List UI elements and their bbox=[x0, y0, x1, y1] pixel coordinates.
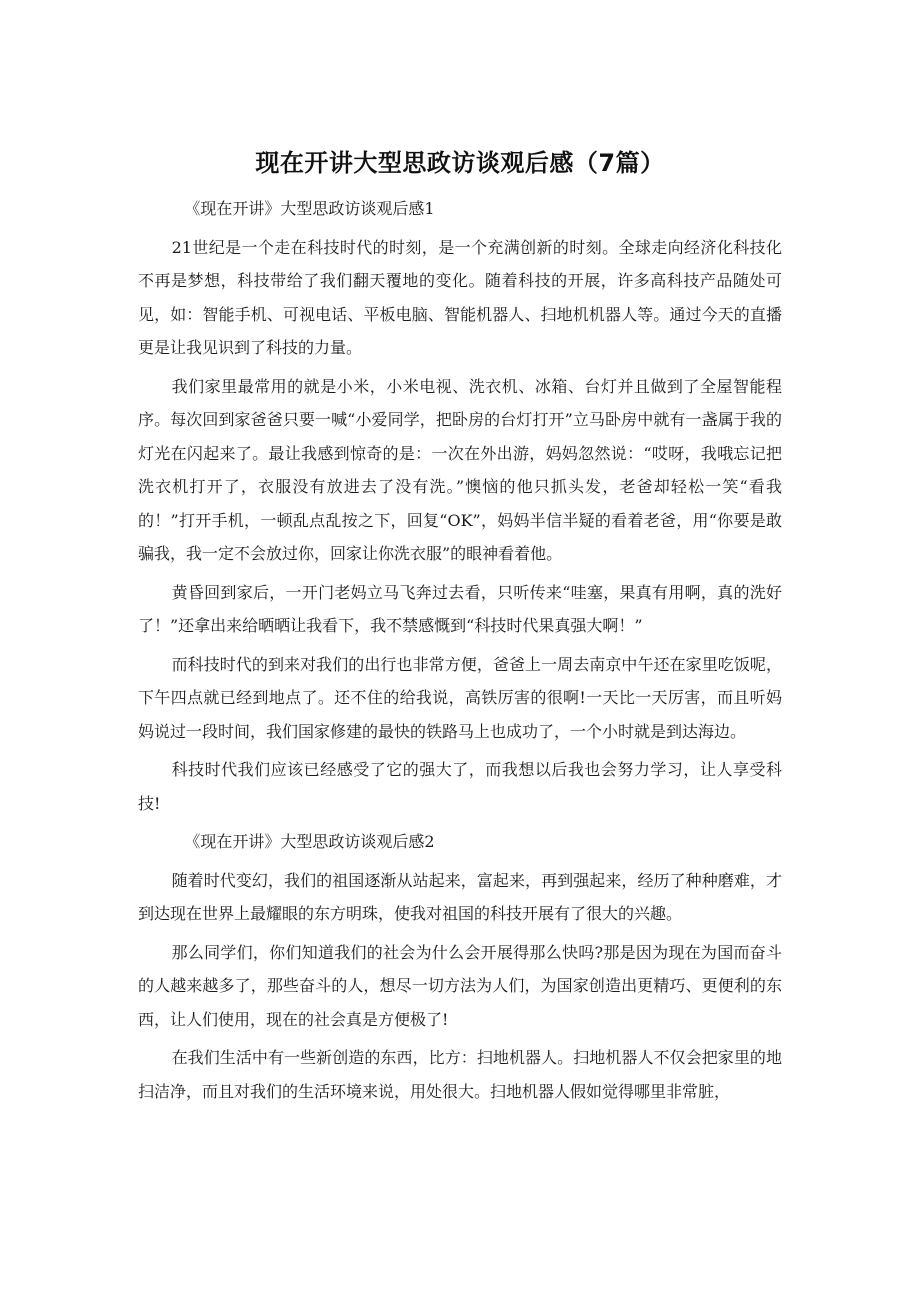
paragraph: 而科技时代的到来对我们的出行也非常方便，爸爸上一周去南京中午还在家里吃饭呢，下午四点就已经到地点了。还不住的给我说，高铁厉害的很啊!一天比一天厉害，而且听妈妈说过一段时间，我们国家修建的最快的铁路马上也成功了，一个小时就是到达海边。 bbox=[138, 654, 782, 741]
paragraph: 那么同学们，你们知道我们的社会为什么会开展得那么快吗?那是因为现在为国而奋斗的人越来越多了，那些奋斗的人，想尽一切方法为人们，为国家创造出更精巧、更便利的东西，让人们使用，现在的社会真是方便极了! bbox=[138, 942, 782, 1029]
paragraph: 我们家里最常用的就是小米，小米电视、洗衣机、冰箱、台灯并且做到了全屋智能程序。每次回到家爸爸只要一喊“小爱同学，把卧房的台灯打开”立马卧房中就有一盏属于我的灯光在闪起来了。最让我感到惊奇的是：一次在外出游，妈妈忽然说：“哎呀，我哦忘记把洗衣机打开了，衣服没有放进去了没有洗。”懊恼的他只抓头发，老爸却轻松一笑“看我的！”打开手机，一顿乱点乱按之下，回复“OK”，妈妈半信半疑的看着老爸，用“你要是敢骗我，我一定不会放过你，回家让你洗衣服”的眼神看着他。 bbox=[138, 376, 782, 563]
section-heading-2: 《现在开讲》大型思政访谈观后感2 bbox=[184, 832, 435, 851]
section-heading-1: 《现在开讲》大型思政访谈观后感1 bbox=[184, 199, 435, 218]
paragraph: 在我们生活中有一些新创造的东西，比方：扫地机器人。扫地机器人不仅会把家里的地扫洁净，而且对我们的生活环境来说，用处很大。扫地机器人假如觉得哪里非常脏， bbox=[138, 1048, 782, 1101]
paragraph: 随着时代变幻，我们的祖国逐渐从站起来，富起来，再到强起来，经历了种种磨难，才到达现在世界上最耀眼的东方明珠，使我对祖国的科技开展有了很大的兴趣。 bbox=[138, 870, 782, 923]
paragraph: 黄昏回到家后，一开门老妈立马飞奔过去看，只听传来“哇塞，果真有用啊，真的洗好了！”还拿出来给晒晒让我看下，我不禁感慨到“科技时代果真强大啊！” bbox=[138, 582, 782, 635]
document-body bbox=[138, 192, 782, 1113]
paragraph: 21世纪是一个走在科技时代的时刻，是一个充满创新的时刻。全球走向经济化科技化不再是梦想，科技带给了我们翻天覆地的变化。随着科技的开展，许多高科技产品随处可见，如：智能手机、可视电话、平板电脑、智能机器人、扫地机机器人等。通过今天的直播更是让我见识到了科技的力量。 bbox=[138, 237, 782, 357]
paragraph: 科技时代我们应该已经感受了它的强大了，而我想以后我也会努力学习，让人享受科技! bbox=[138, 760, 782, 813]
document-title: 现在开讲大型思政访谈观后感（7篇） bbox=[255, 149, 665, 177]
